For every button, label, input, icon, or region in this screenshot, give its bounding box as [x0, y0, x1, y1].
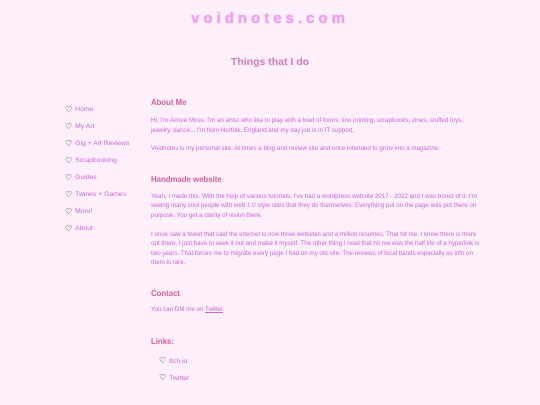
handmade-paragraph: I once saw a tweet that said the internet is now three websites and a million resumes. That hit me. I know there is more out there, I just have to seek it out and make it myself. The other thing I read that hit me was the half life of a hyperlink is two years. That forces me to migrate every page I had on my old site. The reviews of local bands especially as info on them is rare. [151, 230, 480, 267]
list-item[interactable] [159, 370, 483, 387]
heart-icon: ♡ [65, 189, 73, 199]
nav-item-label: About [75, 225, 93, 232]
nav-item-twines-games[interactable] [65, 186, 129, 203]
link-itch-io[interactable]: Itch.io [169, 357, 188, 365]
contact-text [151, 305, 483, 315]
nav-item-label: More! [75, 208, 93, 215]
nav-item-home[interactable] [65, 101, 129, 118]
heart-icon: ♡ [65, 138, 73, 148]
about-paragraph: Voidnotes is my personal site. At times a blog and review site and once intended to grow into a magazine. [151, 145, 440, 153]
nav-item-more[interactable] [65, 203, 129, 220]
handmade-paragraph: Yeah, I made this. With the help of various tutorials. I've had a wordpress website 2017 - 2022 and I was bored of it. I'm seeing many cool people with web 1.0 style sites that they do themselves. Everything put on the page was put there on purpose. You get a clarity of vision there. [151, 192, 477, 219]
handmade-heading: Handmade website [151, 174, 222, 184]
contact-text-end: . [222, 305, 225, 313]
heart-icon: ♡ [65, 206, 73, 216]
about-paragraph: Hi, I'm Aimee Moss. I'm an artist who like to play with a load of forms: lino printing, scrapbooks, zines, stuffed toys, jewelry, dance... I'm from Norfolk, England and my day job is in IT support. [151, 117, 464, 134]
nav-item-label: Scrapbooking [75, 157, 117, 164]
nav-item-label: Gig + Art Reviews [75, 140, 130, 147]
heart-icon: ♡ [65, 121, 73, 131]
links-list [159, 353, 483, 387]
nav-item-label: My Art [75, 123, 95, 130]
nav-item-label: Guides [75, 174, 97, 181]
sidebar-nav [65, 101, 129, 237]
contact-heading: Contact [151, 288, 181, 298]
twitter-link[interactable]: Twitter [205, 305, 223, 313]
heart-icon: ♡ [65, 223, 73, 233]
contact-text-lead: You can DM me on [151, 305, 206, 313]
page-title: Things that I do [230, 56, 310, 68]
nav-item-about[interactable] [65, 220, 129, 237]
heart-icon: ♡ [65, 155, 73, 165]
nav-item-label: Twines + Games [75, 191, 126, 198]
list-item[interactable] [159, 353, 483, 370]
about-heading: About Me [151, 98, 187, 107]
main-content [151, 98, 483, 387]
heart-icon: ♡ [65, 172, 73, 182]
link-twitter[interactable]: Twitter [169, 374, 190, 382]
heart-icon: ♡ [65, 104, 73, 114]
nav-item-label: Home [75, 106, 94, 113]
nav-item-gig-art-reviews[interactable] [65, 135, 129, 152]
nav-item-guides[interactable] [65, 169, 129, 186]
nav-item-my-art[interactable] [65, 118, 129, 135]
site-title[interactable]: voidnotes.com [191, 10, 349, 27]
nav-item-scrapbooking[interactable] [65, 152, 129, 169]
heart-icon: ♡ [159, 373, 167, 383]
heart-icon: ♡ [159, 356, 167, 366]
links-heading: Links: [151, 336, 174, 346]
